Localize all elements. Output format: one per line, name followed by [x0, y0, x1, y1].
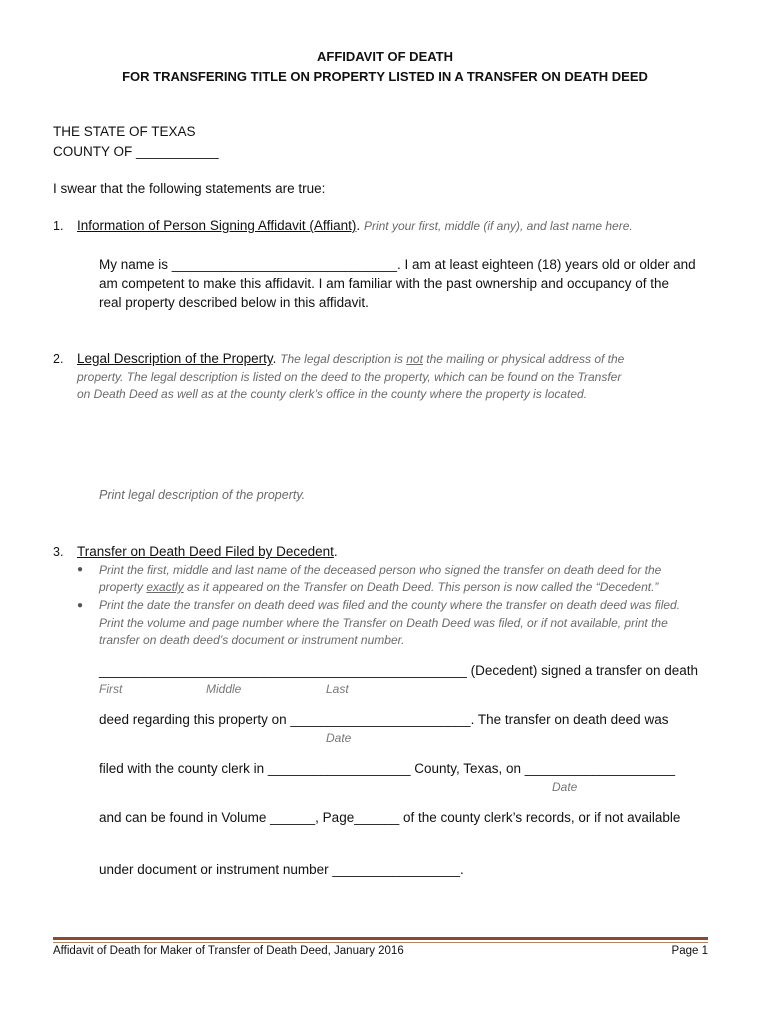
- label-middle: Middle: [206, 682, 242, 696]
- label-date-1: Date: [326, 731, 352, 745]
- state-line: THE STATE OF TEXAS: [53, 124, 196, 139]
- footer-title: Affidavit of Death for Maker of Transfer of Death Deed, January 2016: [53, 945, 404, 957]
- section-1-header: [77, 218, 633, 233]
- section-1-period: .: [356, 218, 361, 233]
- legal-description-field[interactable]: [99, 420, 659, 480]
- county-line[interactable]: COUNTY OF ___________: [53, 144, 219, 159]
- volume-page-line[interactable]: and can be found in Volume ______, Page______ of the county clerk’s records, or if not available: [99, 810, 681, 825]
- footer-rule-thin: [53, 942, 708, 943]
- section-3-period: .: [333, 544, 338, 559]
- bullet-2-line-1: Print the date the transfer on death deed was filed and the county where the transfer on death deed was filed.: [99, 598, 681, 612]
- page-number: Page 1: [671, 945, 708, 957]
- section-3-heading: Transfer on Death Deed Filed by Decedent: [77, 544, 334, 559]
- affiant-name-line[interactable]: My name is ______________________________. I am at least eighteen (18) years old or older and: [99, 257, 696, 272]
- deed-date-line[interactable]: deed regarding this property on ________________________. The transfer on death deed was: [99, 712, 669, 727]
- section-2-header: [77, 351, 624, 366]
- section-1-number: 1.: [53, 219, 64, 233]
- oath-statement: I swear that the following statements are true:: [53, 181, 326, 196]
- section-1-heading: Information of Person Signing Affidavit (Affiant): [77, 218, 357, 233]
- label-date-2: Date: [552, 780, 578, 794]
- bullet-icon: ●: [77, 600, 84, 611]
- bullet-1-a: property: [99, 580, 147, 594]
- bullet-icon: ●: [77, 564, 84, 575]
- section-2-number: 2.: [53, 352, 64, 366]
- section-3-header: [77, 544, 338, 559]
- instrument-number-line[interactable]: under document or instrument number _________________.: [99, 862, 464, 877]
- bullet-1-line-2: [99, 580, 658, 594]
- section-3-number: 3.: [53, 545, 64, 559]
- section-2-period: .: [272, 351, 277, 366]
- document-subtitle: FOR TRANSFERING TITLE ON PROPERTY LISTED IN A TRANSFER ON DEATH DEED: [122, 69, 648, 84]
- section-2-hint-not: not: [406, 352, 423, 366]
- section-2-hint-a: The legal description is: [280, 352, 407, 366]
- section-1-hint: Print your first, middle (if any), and last name here.: [363, 219, 633, 233]
- decedent-name-line[interactable]: _________________________________________________ (Decedent) signed a transfer on death: [99, 663, 699, 678]
- affiant-competence-line: am competent to make this affidavit. I am familiar with the past ownership and occupancy of the: [99, 276, 670, 291]
- section-2-hint-line2: property. The legal description is listed on the deed to the property, which can be found on the Transfer: [77, 370, 622, 384]
- affiant-property-line: real property described below in this affidavit.: [99, 295, 369, 310]
- legal-description-hint: Print legal description of the property.: [99, 488, 306, 502]
- filed-county-line[interactable]: filed with the county clerk in ___________________ County, Texas, on ____________________: [99, 761, 675, 776]
- label-last: Last: [326, 682, 349, 696]
- bullet-1-b: as it appeared on the Transfer on Death Deed. This person is now called the “Decedent.”: [183, 580, 659, 594]
- footer-rule-thick: [53, 937, 708, 940]
- section-2-hint-line3: on Death Deed as well as at the county clerk’s office in the county where the property is located.: [77, 387, 588, 401]
- label-first: First: [99, 682, 123, 696]
- section-2-heading: Legal Description of the Property: [77, 351, 273, 366]
- bullet-1-exactly: exactly: [146, 580, 184, 594]
- document-title: AFFIDAVIT OF DEATH: [316, 49, 453, 64]
- bullet-2-line-2: Print the volume and page number where the Transfer on Death Deed was filed, or if not available, print the: [99, 616, 668, 630]
- section-2-hint-b: the mailing or physical address of the: [422, 352, 625, 366]
- bullet-2-line-3: transfer on death deed’s document or instrument number.: [99, 633, 405, 647]
- bullet-1-line-1: Print the first, middle and last name of the deceased person who signed the transfer on death deed for the: [99, 563, 662, 577]
